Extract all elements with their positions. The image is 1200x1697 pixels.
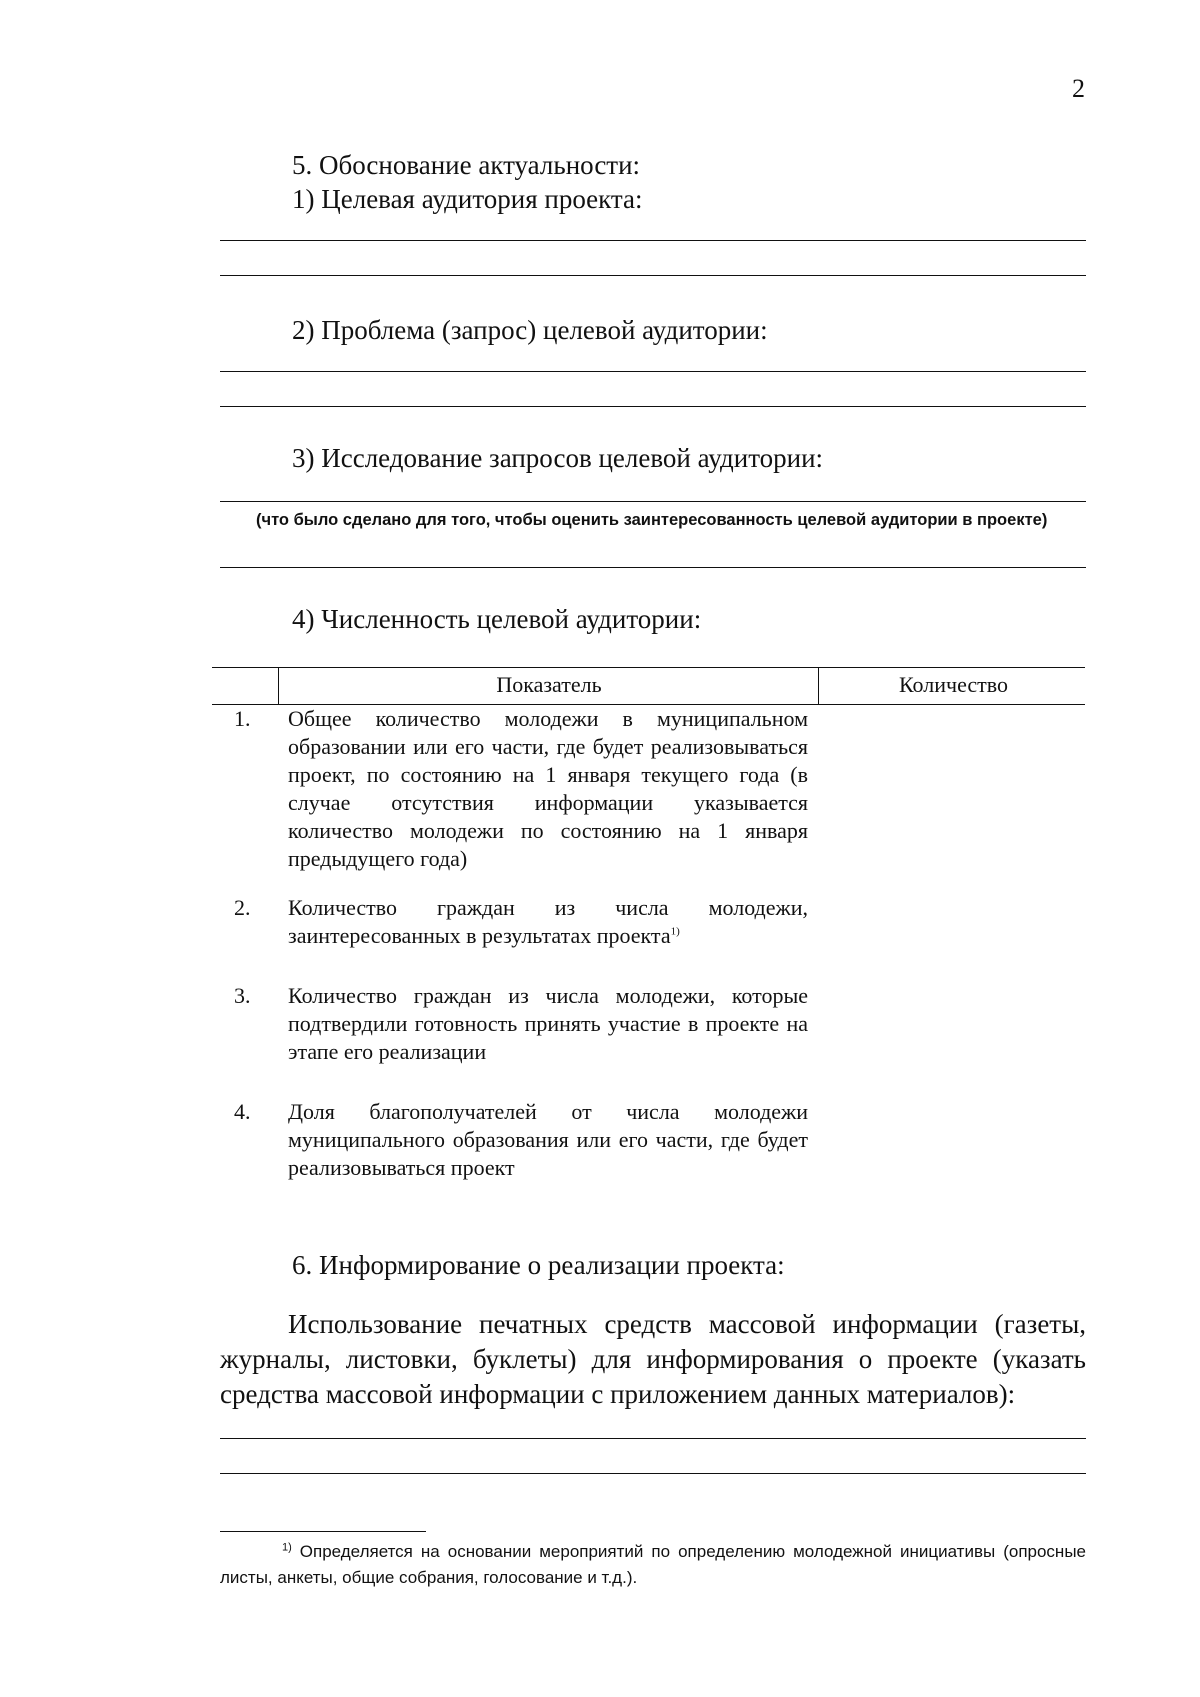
column-divider — [818, 668, 819, 704]
row-text: Количество граждан из числа молодежи, которые подтвердили готовность принять участие в проекте на этапе его реализации — [288, 983, 808, 1064]
blank-line — [220, 1473, 1086, 1474]
header-quantity: Количество — [898, 672, 1009, 697]
blank-line — [220, 1438, 1086, 1439]
blank-line — [220, 567, 1086, 568]
row-text: Доля благополучателей от числа молодежи муниципального образования или его части, где будет реализовываться проект — [288, 1099, 808, 1180]
audience-table — [212, 667, 1085, 1180]
section5-title: 5. Обоснование актуальности: — [292, 150, 641, 180]
row-number: 4. — [234, 1099, 251, 1124]
table-header — [212, 667, 1085, 705]
row-number: 2. — [234, 895, 251, 920]
row-number: 3. — [234, 983, 251, 1008]
header-indicator: Показатель — [496, 672, 602, 697]
section6-paragraph: Использование печатных средств массовой информации (газеты, журналы, листовки, буклеты) для информирования о проекте (указать средства массовой информации с приложением данных материалов): — [220, 1309, 1086, 1409]
section5-sub1: 1) Целевая аудитория проекта: — [292, 184, 643, 214]
blank-line — [220, 501, 1086, 502]
footnote — [220, 1539, 1086, 1591]
row-number: 1. — [234, 706, 251, 731]
section6-title: 6. Информирование о реализации проекта: — [292, 1250, 785, 1280]
row-text: Общее количество молодежи в муниципальном образовании или его части, где будет реализовываться проект, по состоянию на 1 января текущего года (в случае отсутствия информации указывается количество молодежи по состоянию на 1 января предыдущего года) — [288, 706, 808, 871]
section5-sub3: 3) Исследование запросов целевой аудитории: — [292, 443, 824, 473]
blank-line — [220, 240, 1086, 241]
footnote-mark: 1) — [282, 1541, 292, 1554]
section5-sub4: 4) Численность целевой аудитории: — [292, 604, 702, 634]
footnote-separator — [220, 1531, 426, 1532]
page-number: 2 — [1072, 74, 1085, 103]
row-text: Количество граждан из числа молодежи, заинтересованных в результатах проекта$^{1)}$ — [288, 895, 808, 948]
blank-line — [220, 406, 1086, 407]
blank-line — [220, 275, 1086, 276]
footnote-text: Определяется на основании мероприятий по определению молодежной инициативы (опросные листы, анкеты, общие собрания, голосование и т.д.). — [220, 1542, 1086, 1587]
footnote-mark: 1) — [670, 925, 680, 938]
column-divider — [278, 668, 279, 704]
section5-sub2: 2) Проблема (запрос) целевой аудитории: — [292, 315, 768, 345]
section5-sub3-hint: (что было сделано для того, чтобы оценить заинтересованность целевой аудитории в проекте) — [256, 511, 1048, 529]
blank-line — [220, 371, 1086, 372]
